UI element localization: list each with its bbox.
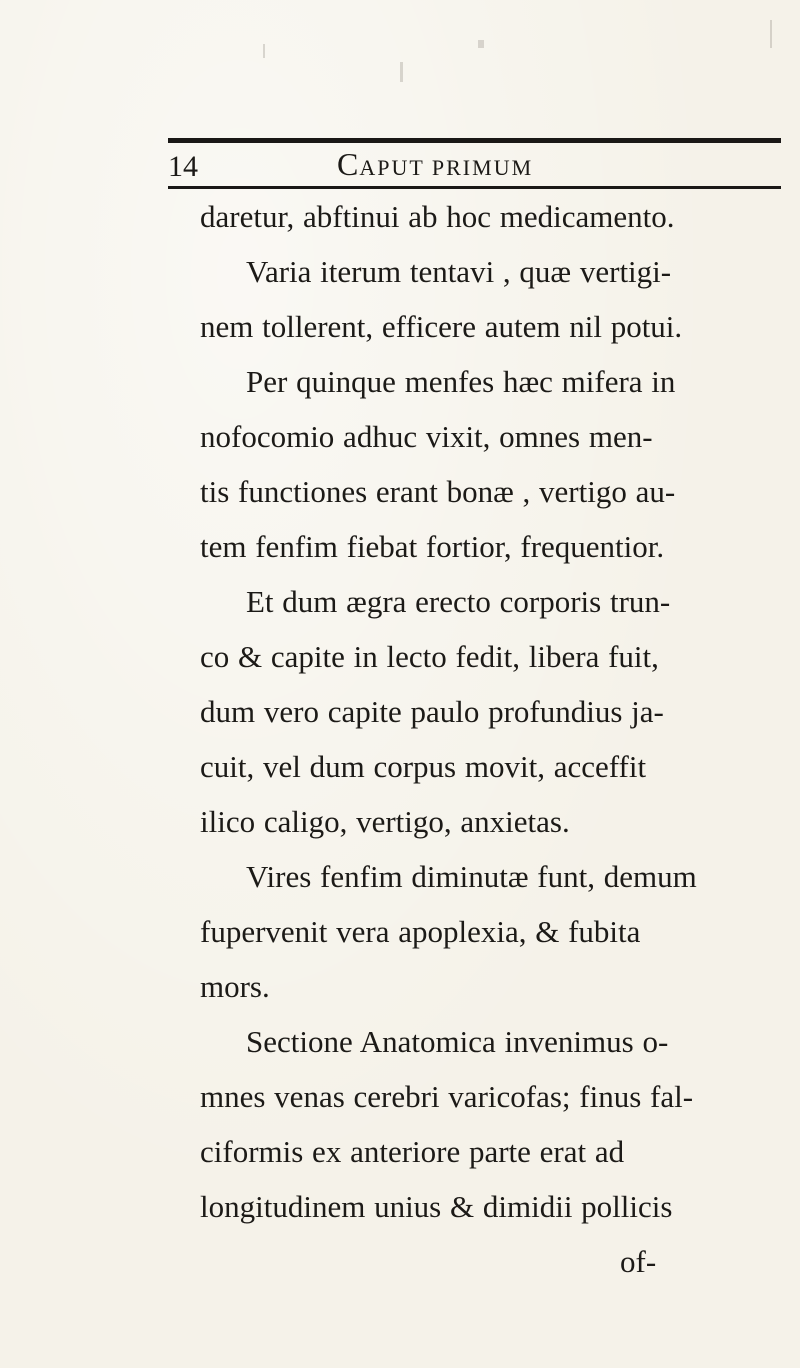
text-line: Per quinque menfes hæc mifera in (246, 364, 676, 399)
running-head-initial: C (337, 146, 360, 182)
text-line: cuit, vel dum corpus movit, acceffit (200, 749, 647, 784)
text-line: co & capite in lecto fedit, libera fuit, (200, 639, 659, 674)
text-line: ilico caligo, vertigo, anxietas. (200, 804, 570, 839)
text-line: nofocomio adhuc vixit, omnes men- (200, 419, 653, 454)
text-line: Vires fenfim diminutæ funt, demum (246, 859, 697, 894)
text-line: mors. (200, 969, 270, 1004)
text-line: tis functiones erant bonæ , vertigo au- (200, 474, 676, 509)
text-line: Varia iterum tentavi , quæ vertigi- (246, 254, 672, 289)
text-line: Et dum ægra erecto corporis trun- (246, 584, 671, 619)
running-head-smallcaps: APUT PRIMUM (359, 155, 534, 180)
catchword: of- (620, 1244, 657, 1279)
text-line: dum vero capite paulo profundius ja- (200, 694, 664, 729)
text-line: daretur, abftinui ab hoc medicamento. (200, 199, 675, 234)
page-number: 14 (168, 150, 198, 183)
text-line: ciformis ex anteriore parte erat ad (200, 1134, 625, 1169)
text-line: fupervenit vera apoplexia, & fubita (200, 914, 641, 949)
text-line: tem fenfim fiebat fortior, frequentior. (200, 529, 665, 564)
text-line: Sectione Anatomica invenimus o- (246, 1024, 669, 1059)
text-line: mnes venas cerebri varicofas; finus fal- (200, 1079, 694, 1114)
text-line: nem tollerent, efficere autem nil potui. (200, 309, 683, 344)
text-line: longitudinem unius & dimidii pollicis (200, 1189, 673, 1224)
